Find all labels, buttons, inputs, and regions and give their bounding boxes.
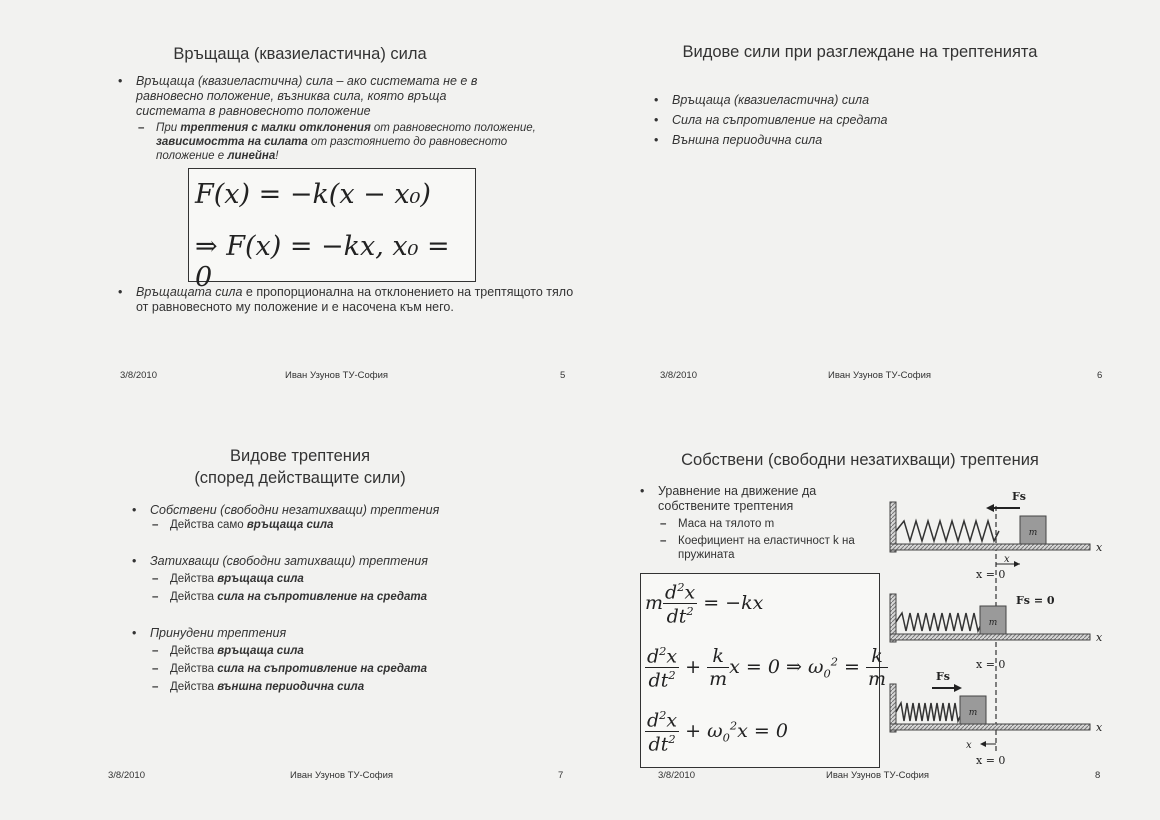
force-label: Fs — [1012, 490, 1027, 503]
slide-7-title-line-2: (според действащите сили) — [194, 469, 406, 487]
force-label: Fs — [936, 670, 951, 683]
slide-6-bullet: • Сила на съпротивление на средата — [652, 113, 1072, 128]
equation-line-3: $\frac{d^2x}{dt^2}$ + $\omega_0^2x = 0$ — [647, 708, 788, 756]
axis-label: x — [1096, 541, 1103, 554]
zero-label: x = 0 — [976, 754, 1006, 767]
restoring-force-formula-box — [188, 168, 476, 293]
force-label: Fs = 0 — [1016, 594, 1055, 607]
displacement-label: x — [1004, 554, 1010, 565]
slide-5 — [20, 20, 580, 420]
force-item: – Действа връщаща сила — [150, 572, 550, 586]
slide-7 — [20, 420, 580, 820]
spring — [896, 521, 999, 541]
footer-page-number: 8 — [1095, 770, 1101, 781]
mass-label: m — [988, 618, 998, 628]
floor — [890, 544, 1090, 550]
spring — [896, 703, 962, 721]
axis-label: x — [1096, 721, 1103, 734]
axis-label: x — [1096, 631, 1103, 644]
slide-8-sub-bullet: – Маса на тялото m — [658, 517, 878, 531]
zero-label: x = 0 — [976, 568, 1006, 581]
footer-author: Иван Узунов ТУ-София — [828, 370, 932, 381]
slide-8 — [590, 420, 1150, 820]
slide-8-title: Собствени (свободни незатихващи) трептения — [681, 451, 1039, 469]
slide-5-title: Връщаща (квазиеластична) сила — [173, 45, 427, 63]
footer-author: Иван Узунов ТУ-София — [826, 770, 930, 781]
footer-date: 3/8/2010 — [108, 770, 145, 781]
footer-author: Иван Узунов ТУ-София — [285, 370, 389, 381]
oscillation-type-heading: • Затихващи (свободни затихващи) трептения — [130, 554, 550, 569]
force-item: – Действа външна периодична сила — [150, 680, 550, 694]
footer-date: 3/8/2010 — [660, 370, 697, 381]
spring-mass-diagram — [880, 478, 1108, 778]
footer-author: Иван Узунов ТУ-София — [290, 770, 394, 781]
force-item: – Действа сила на съпротивление на средата — [150, 662, 550, 676]
equation-of-motion-box — [640, 573, 886, 768]
footer-page-number: 6 — [1097, 370, 1103, 381]
slide-5-sub-bullet: – При трептения с малки отклонения от равновесното положение, зависимостта на силата от разстоянието до равновесното положение е линейна! — [136, 121, 536, 163]
displacement-label: x — [966, 740, 972, 751]
equation-line-1: m $\frac{d^2x}{dt^2}$ = −kx — [645, 580, 764, 628]
spring — [896, 613, 982, 631]
footer-page-number: 5 — [560, 370, 566, 381]
slide-8-bullet: • Уравнение на движение да собствените трептения — [638, 484, 878, 514]
force-item: – Действа само връщаща сила — [150, 518, 550, 532]
oscillation-type-heading: • Принудени трептения — [130, 626, 550, 641]
force-item: – Действа връщаща сила — [150, 644, 550, 658]
formula-line-1: F(x) = −k(x − x₀) — [195, 179, 431, 210]
zero-label: x = 0 — [976, 658, 1006, 671]
floor — [890, 634, 1090, 640]
slide-6-bullet: • Външна периодична сила — [652, 133, 1072, 148]
formula-line-2: ⇒ F(x) = −kx, x₀ = 0 — [195, 231, 450, 293]
panel-equilibrium — [890, 594, 1103, 671]
equation-line-2: $\frac{d^2x}{dt^2}$ + $\frac{k}{m}$ x = 0 ⇒ $\omega_0^2$ = $\frac{k}{m}$ — [647, 644, 886, 692]
floor — [890, 724, 1090, 730]
mass-label: m — [968, 708, 978, 718]
slide-5-bullet-2: • Връщащата сила е пропорционална на отклонението на трептящото тяло от равновесното му положение и е насочена към него. — [116, 285, 576, 315]
slide-8-sub-bullet: – Коефициент на еластичност k на пружината — [658, 534, 868, 562]
oscillation-type-heading: • Собствени (свободни незатихващи) трептения — [130, 503, 550, 518]
slide-6 — [590, 20, 1150, 420]
slide-5-bullet-1: • Връщаща (квазиеластична) сила – ако системата не е в равновесно положение, възниква сила, която връща системата в равновесното положение — [116, 74, 506, 119]
slide-6-title: Видове сили при разглеждане на трептенията — [682, 43, 1038, 61]
footer-date: 3/8/2010 — [658, 770, 695, 781]
mass-label: m — [1028, 528, 1038, 538]
panel-stretched — [890, 490, 1103, 581]
footer-page-number: 7 — [558, 770, 564, 781]
slide-7-title-line-1: Видове трептения — [229, 447, 371, 465]
force-item: – Действа сила на съпротивление на средата — [150, 590, 550, 604]
slide-6-bullet: • Връщаща (квазиеластична) сила — [652, 93, 1072, 108]
footer-date: 3/8/2010 — [120, 370, 157, 381]
